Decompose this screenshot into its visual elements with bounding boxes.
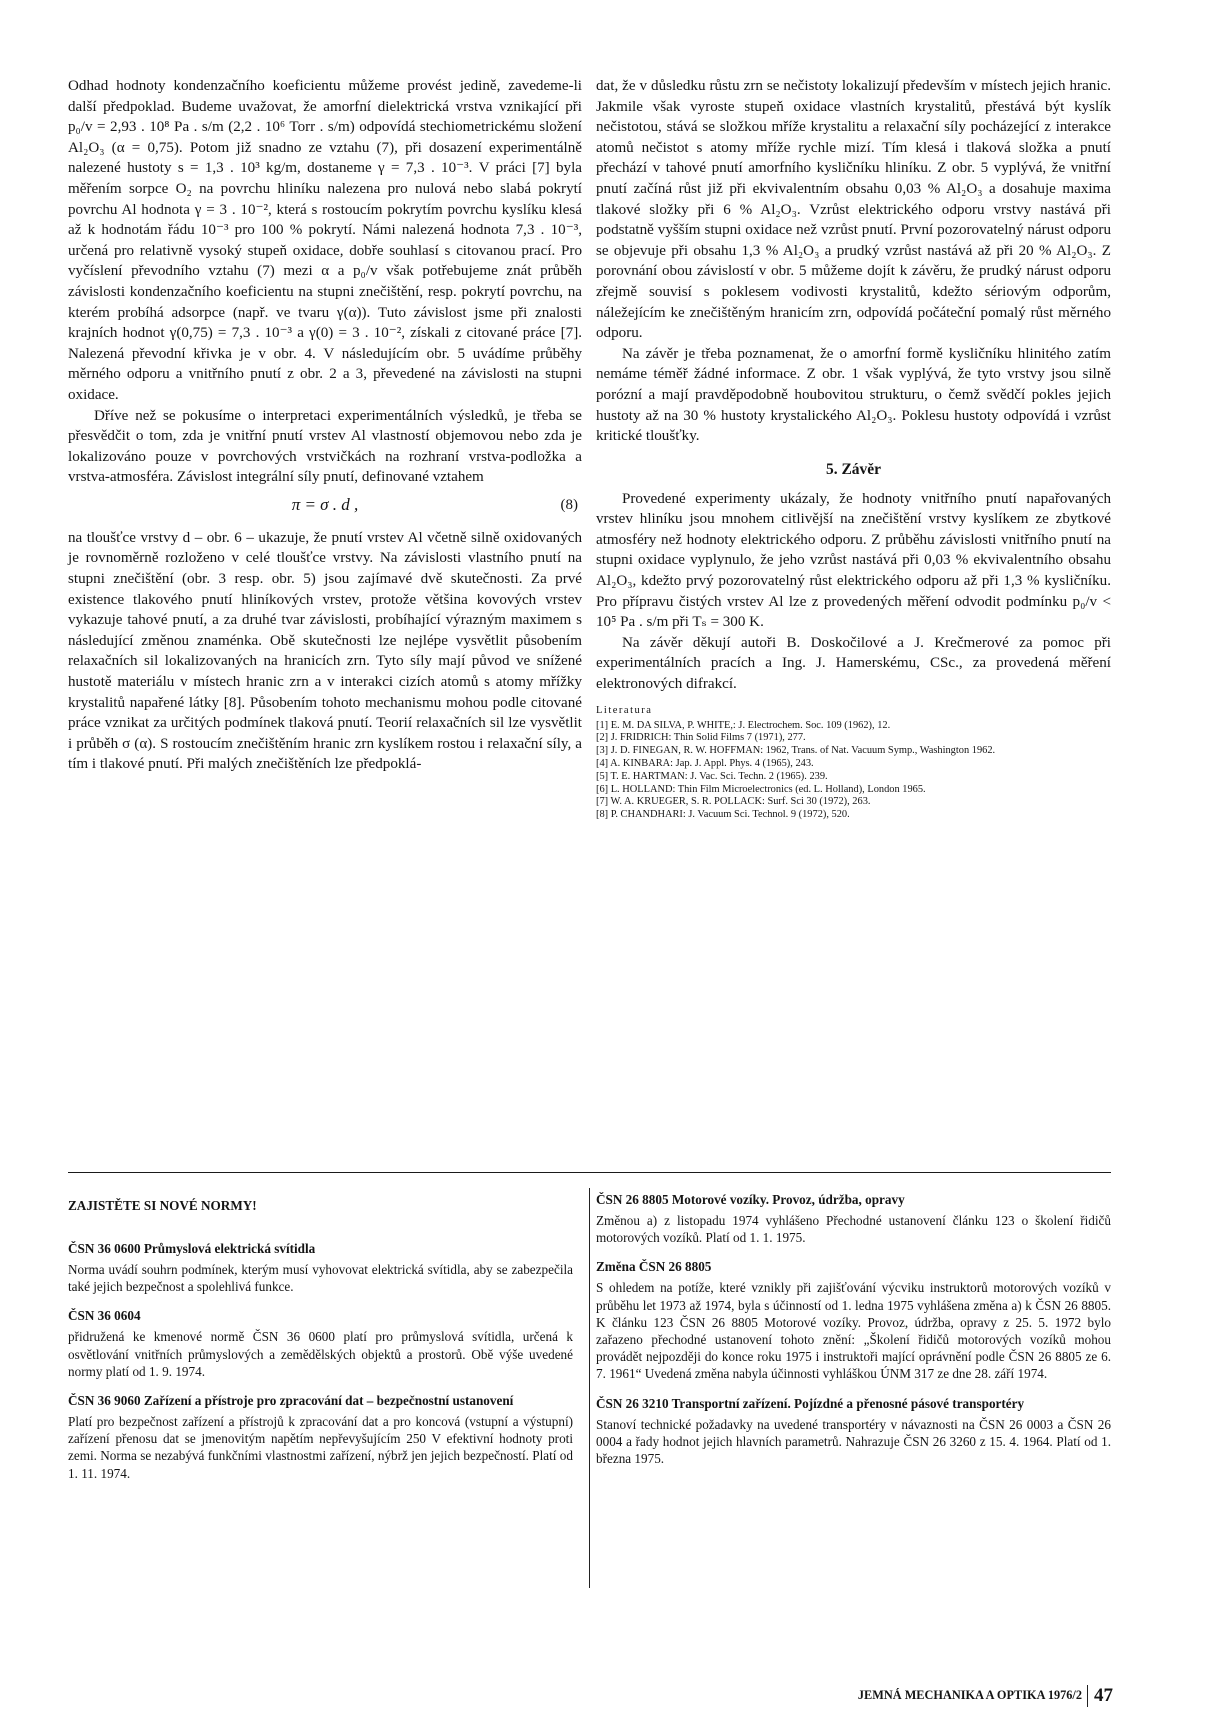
norm-heading: Změna ČSN 26 8805 [596, 1259, 712, 1275]
norm-text: Norma uvádí souhrn podmínek, kterým musí vyhovovat elektrická svítidla, aby se zabezpečila také jejich bezpečnost a spolehlivá funkce. [68, 1262, 573, 1295]
norm-heading: ČSN 26 3210 Transportní zařízení. Pojízdné a přenosné pásové transportéry [596, 1395, 1025, 1411]
article-paragraph: Dříve než se pokusíme o interpretaci experimentálních výsledků, je třeba se přesvědčit o tom, zda je vnitřní pnutí vrstev Al vlastností objemovou nebo zda je lokalizováno pouze v povrchových vrstvičkách na rozhraní vrstva-podložka a vrstva-atmosféra. Závislost integrální síly pnutí, definované vztahem [68, 407, 582, 486]
norm-text: Změnou a) z listopadu 1974 vyhlášeno Přechodné ustanovení článku 123 o školení řidičů motorových vozíků. Platí od 1. 1. 1975. [596, 1213, 1111, 1246]
reference-list [596, 720, 1111, 822]
article-left-column [68, 76, 582, 775]
page-number: 47 [1094, 1685, 1113, 1706]
conclusion-paragraph: Provedené experimenty ukázaly, že hodnoty vnitřního pnutí napařovaných vrstev hliníku jsou mnohem citlivější na znečištění vrstvy kyslíkem ze zbytkové atmosféry než hodnoty elektrického odporu. Z průběhu závislosti vnitřního pnutí na stupni oxidace vyplynulo, že jeho vzrůst nastává při 0,03 % ekvivalentního obsahu Al₂O₃, kdežto prvý pozorovatelný růst elektrického odporu až při 1,3 % kysličníku. Pro přípravu čistých vrstev Al lze z provedených měření odvodit podmínku p₀/v < 10⁵ Pa . s/m při Tₛ = 300 K. [596, 490, 1111, 631]
norm-heading: ČSN 26 8805 Motorové vozíky. Provoz, údržba, opravy [596, 1192, 905, 1207]
norm-heading: ČSN 36 0600 Průmyslová elektrická svítidla [68, 1241, 316, 1256]
reference-item: [5] T. E. HARTMAN: J. Vac. Sci. Techn. 2 (1965). 239. [596, 770, 828, 782]
norm-text: Platí pro bezpečnost zařízení a přístrojů k zpracování dat a pro koncová (vstupní a výstupní) zařízení přenosu dat se jmenovitým napětím nepřevyšujícím 250 V efektivní hodnoty proti zemi. Norma se nezabývá funkčními vlastnostmi zařízení, nýbrž jen jejich bezpečností. Platí od 1. 11. 1974. [68, 1414, 573, 1481]
article-paragraph: na tloušťce vrstvy d – obr. 6 – ukazuje, že pnutí vrstev Al včetně silně oxidovaných je rovnoměrně rozloženo v celé tloušťce vrstvy. Na závislosti vlastního pnutí na stupni znečištění (obr. 3 resp. obr. 5) jsou zajímavé dvě skutečnosti. Za prvé existence tlakového pnutí hliníkových vrstev, protože většina kovových vrstev vykazuje tahové pnutí, a za druhé tvar závislosti, probíhající výrazným maximem s následující změnou znaménka. Obě skutečnosti lze nejlépe vysvětlit působením relaxačních sil lokalizovaných na hranicích zrn. Tyto síly mají původ ve snížené hustotě materiálu v místech hranic zrn a v interakci cizích atomů s atomy mřížky krystalitů napařené látky [8]. Působením tohoto mechanismu mohou podle citované práce vznikat za určitých podmínek tlaková pnutí. Teorií relaxačních sil lze vysvětlit i průběh σ (α). S rostoucím znečištěním hranic zrn kyslíkem rostou i relaxační síly, a tím i tlakové pnutí. Při malých znečištěních lze předpoklá- [68, 529, 582, 773]
norms-left-column [68, 1198, 573, 1494]
equation-8 [68, 488, 582, 528]
equation-number: (8) [560, 496, 578, 513]
journal-name: JEMNÁ MECHANIKA A OPTIKA 1976/2 [857, 1687, 1082, 1702]
article-paragraph: dat, že v důsledku růstu zrn se nečistoty lokalizují především v místech jejich hranic. Jakmile však vyroste stupeň oxidace vlastních krystalitů, přestává být kyslík nečistotou, stává se složkou mříže krystalitu a relaxační síly pocházející z interakce atomů nečistot s atomy mříže rychle mizí. Tím klesá i tlaková složka a pnutí přechází v tahové pnutí amorfního kysličníku hliníku. Z obr. 5 vyplývá, že vnitřní pnutí začíná růst již při ekvivalentním obsahu 0,03 % Al₂O₃ a dosahuje maxima tlakové složky při 6 % Al₂O₃. Vzrůst elektrického odporu vrstvy nastává při podstatně vyšším stupni oxidace než vzrůst pnutí. První pozorovatelný nárust odporu se objevuje při obsahu 1,3 % Al₂O₃ a prudký vzrůst nastává až při 20 % Al₂O₃. Z porovnání obou závislostí v obr. 5 můžeme dojít k závěru, že prudký nárust odporu zřejmě souvisí s poklesem vodivosti krystalitů, kdežto sériovým odporům, náležejícím ke znečištěným hranicím zrn, odpovídá počáteční pomalý růst měrného odporu. [596, 78, 1111, 342]
section-divider [68, 1172, 1111, 1173]
section-heading: 5. Závěr [825, 460, 882, 478]
article-paragraph: Odhad hodnoty kondenzačního koeficientu můžeme provést jedině, zavedeme-li další předpoklad. Budeme uvažovat, že amorfní dielektrická vrstva vznikající při p₀/v = 2,93 . 10⁸ Pa . s/m (2,2 . 10⁶ Torr . s/m) odpovídá stechiometrickému složení Al₂O₃ (α = 0,75). Potom již snadno ze vztahu (7), při dosazení experimentálně nalezené hustoty s = 1,3 . 10³ kg/m, dostaneme γ = 7,3 . 10⁻³. V práci [7] byla měřením sorpce O₂ na povrchu hliníku nalezena pro nulová nebo slabá pokrytí povrchu Al hodnota γ = 3 . 10⁻², která s rostoucím pokrytím povrchu kyslíku klesá až k hodnotám řádu 10⁻³ pro 100 % pokrytí. Námi nalezená hodnota 7,3 . 10⁻³, určená pro relativně vysoký stupeň oxidace, dobře souhlasí s citovanou prací. Pro vyčíslení převodního vztahu (7) mezi α a p₀/v však potřebujeme znát průběh závislosti kondenzačního koeficientu na stupni znečištění, resp. pokrytí povrchu, na kterém probíhá adsorpce (např. ve tvaru γ(α)). Tuto závislost jsme při znalosti krajních hodnot γ(0,75) = 7,3 . 10⁻³ a γ(0) = 3 . 10⁻², získali z citované práce [7]. Nalezená převodní křivka je v obr. 4. V následujícím obr. 5 uvádíme průběhy měrného odporu a vnitřního pnutí z obr. 2 a 3, převedené na závislosti na stupni oxidace. [68, 78, 582, 403]
column-divider [589, 1188, 590, 1588]
acknowledgement-paragraph: Na závěr děkují autoři B. Doskočilové a J. Krečmerové za pomoc při experimentálních pracích a Ing. J. Hamerskému, CSc., za provedená měření elektronových difrakcí. [596, 634, 1111, 693]
literature-heading: Literatura [596, 704, 653, 716]
reference-item: [8] P. CHANDHARI: J. Vacuum Sci. Technol. 9 (1972), 520. [596, 809, 850, 821]
reference-item: [3] J. D. FINEGAN, R. W. HOFFMAN: 1962, Trans. of Nat. Vacuum Symp., Washington 1962. [596, 745, 996, 757]
reference-item: [6] L. HOLLAND: Thin Film Microelectronics (ed. L. Holland), London 1965. [596, 783, 926, 795]
reference-item: [1] E. M. DA SILVA, P. WHITE,: J. Electrochem. Soc. 109 (1962), 12. [596, 719, 891, 731]
norm-heading: ČSN 36 9060 Zařízení a přístroje pro zpracování dat – bezpečnostní ustanovení [68, 1393, 514, 1409]
reference-item: [2] J. FRIDRICH: Thin Solid Films 7 (1971), 277. [596, 732, 806, 744]
article-paragraph: Na závěr je třeba poznamenat, že o amorfní formě kysličníku hlinitého zatím nemáme téměř žádné informace. Z obr. 1 však vyplývá, že tyto vrstvy jsou silně porózní a mají pravděpodobně houbovitou strukturu, o čemž svědčí pokles jejich hustoty až na 30 % hustoty krystalického Al₂O₃. Poklesu hustoty odpovídá i vzrůst kritické tloušťky. [596, 345, 1111, 445]
norms-right-column [596, 1191, 1111, 1479]
reference-item: [4] A. KINBARA: Jap. J. Appl. Phys. 4 (1965), 243. [596, 758, 814, 770]
norm-text: přidružená ke kmenové normě ČSN 36 0600 platí pro průmyslová svítidla, určená k osvětlování vnitřních průmyslových a zemědělských objektů a prostorů. Obě výše uvedené normy platí od 1. 9. 1974. [68, 1329, 573, 1379]
norm-text: Stanoví technické požadavky na uvedené transportéry v návaznosti na ČSN 26 0003 a ČSN 26 0004 a řady hodnot jejich hlavních parametrů. Nahrazuje ČSN 26 3260 z 15. 4. 1964. Platí od 1. března 1975. [596, 1416, 1111, 1467]
page-footer [858, 1685, 1113, 1707]
norm-text: S ohledem na potíže, které vznikly při zajišťování výcviku instruktorů motorových vozíků v průběhu let 1973 až 1974, byla s účinností od 1. ledna 1975 vyhlášena změna a) k ČSN 26 8805. K článku 123 ČSN 26 8805 Motorové vozíky. Provoz, údržba, opravy z 25. 5. 1972 bylo zařazeno přechodné ustanovení tohoto znění: „Školení řidičů motorových vozíků mohou provádět nejpozději do konce roku 1975 i instruktoři mající oprávnění podle ČSN 26 8805 ze 6. 7. 1961“ Uvedená změna nabyla účinnosti vyhláškou ÚNM 317 ze dne 28. září 1974. [596, 1280, 1111, 1382]
article-right-column [596, 76, 1111, 822]
norms-title: ZAJISTĚTE SI NOVÉ NORMY! [68, 1198, 257, 1213]
norm-heading: ČSN 36 0604 [68, 1308, 141, 1324]
equation-expression: π = σ . d , [291, 494, 359, 514]
reference-item: [7] W. A. KRUEGER, S. R. POLLACK: Surf. Sci 30 (1972), 263. [596, 796, 871, 808]
footer-separator [1087, 1685, 1088, 1707]
